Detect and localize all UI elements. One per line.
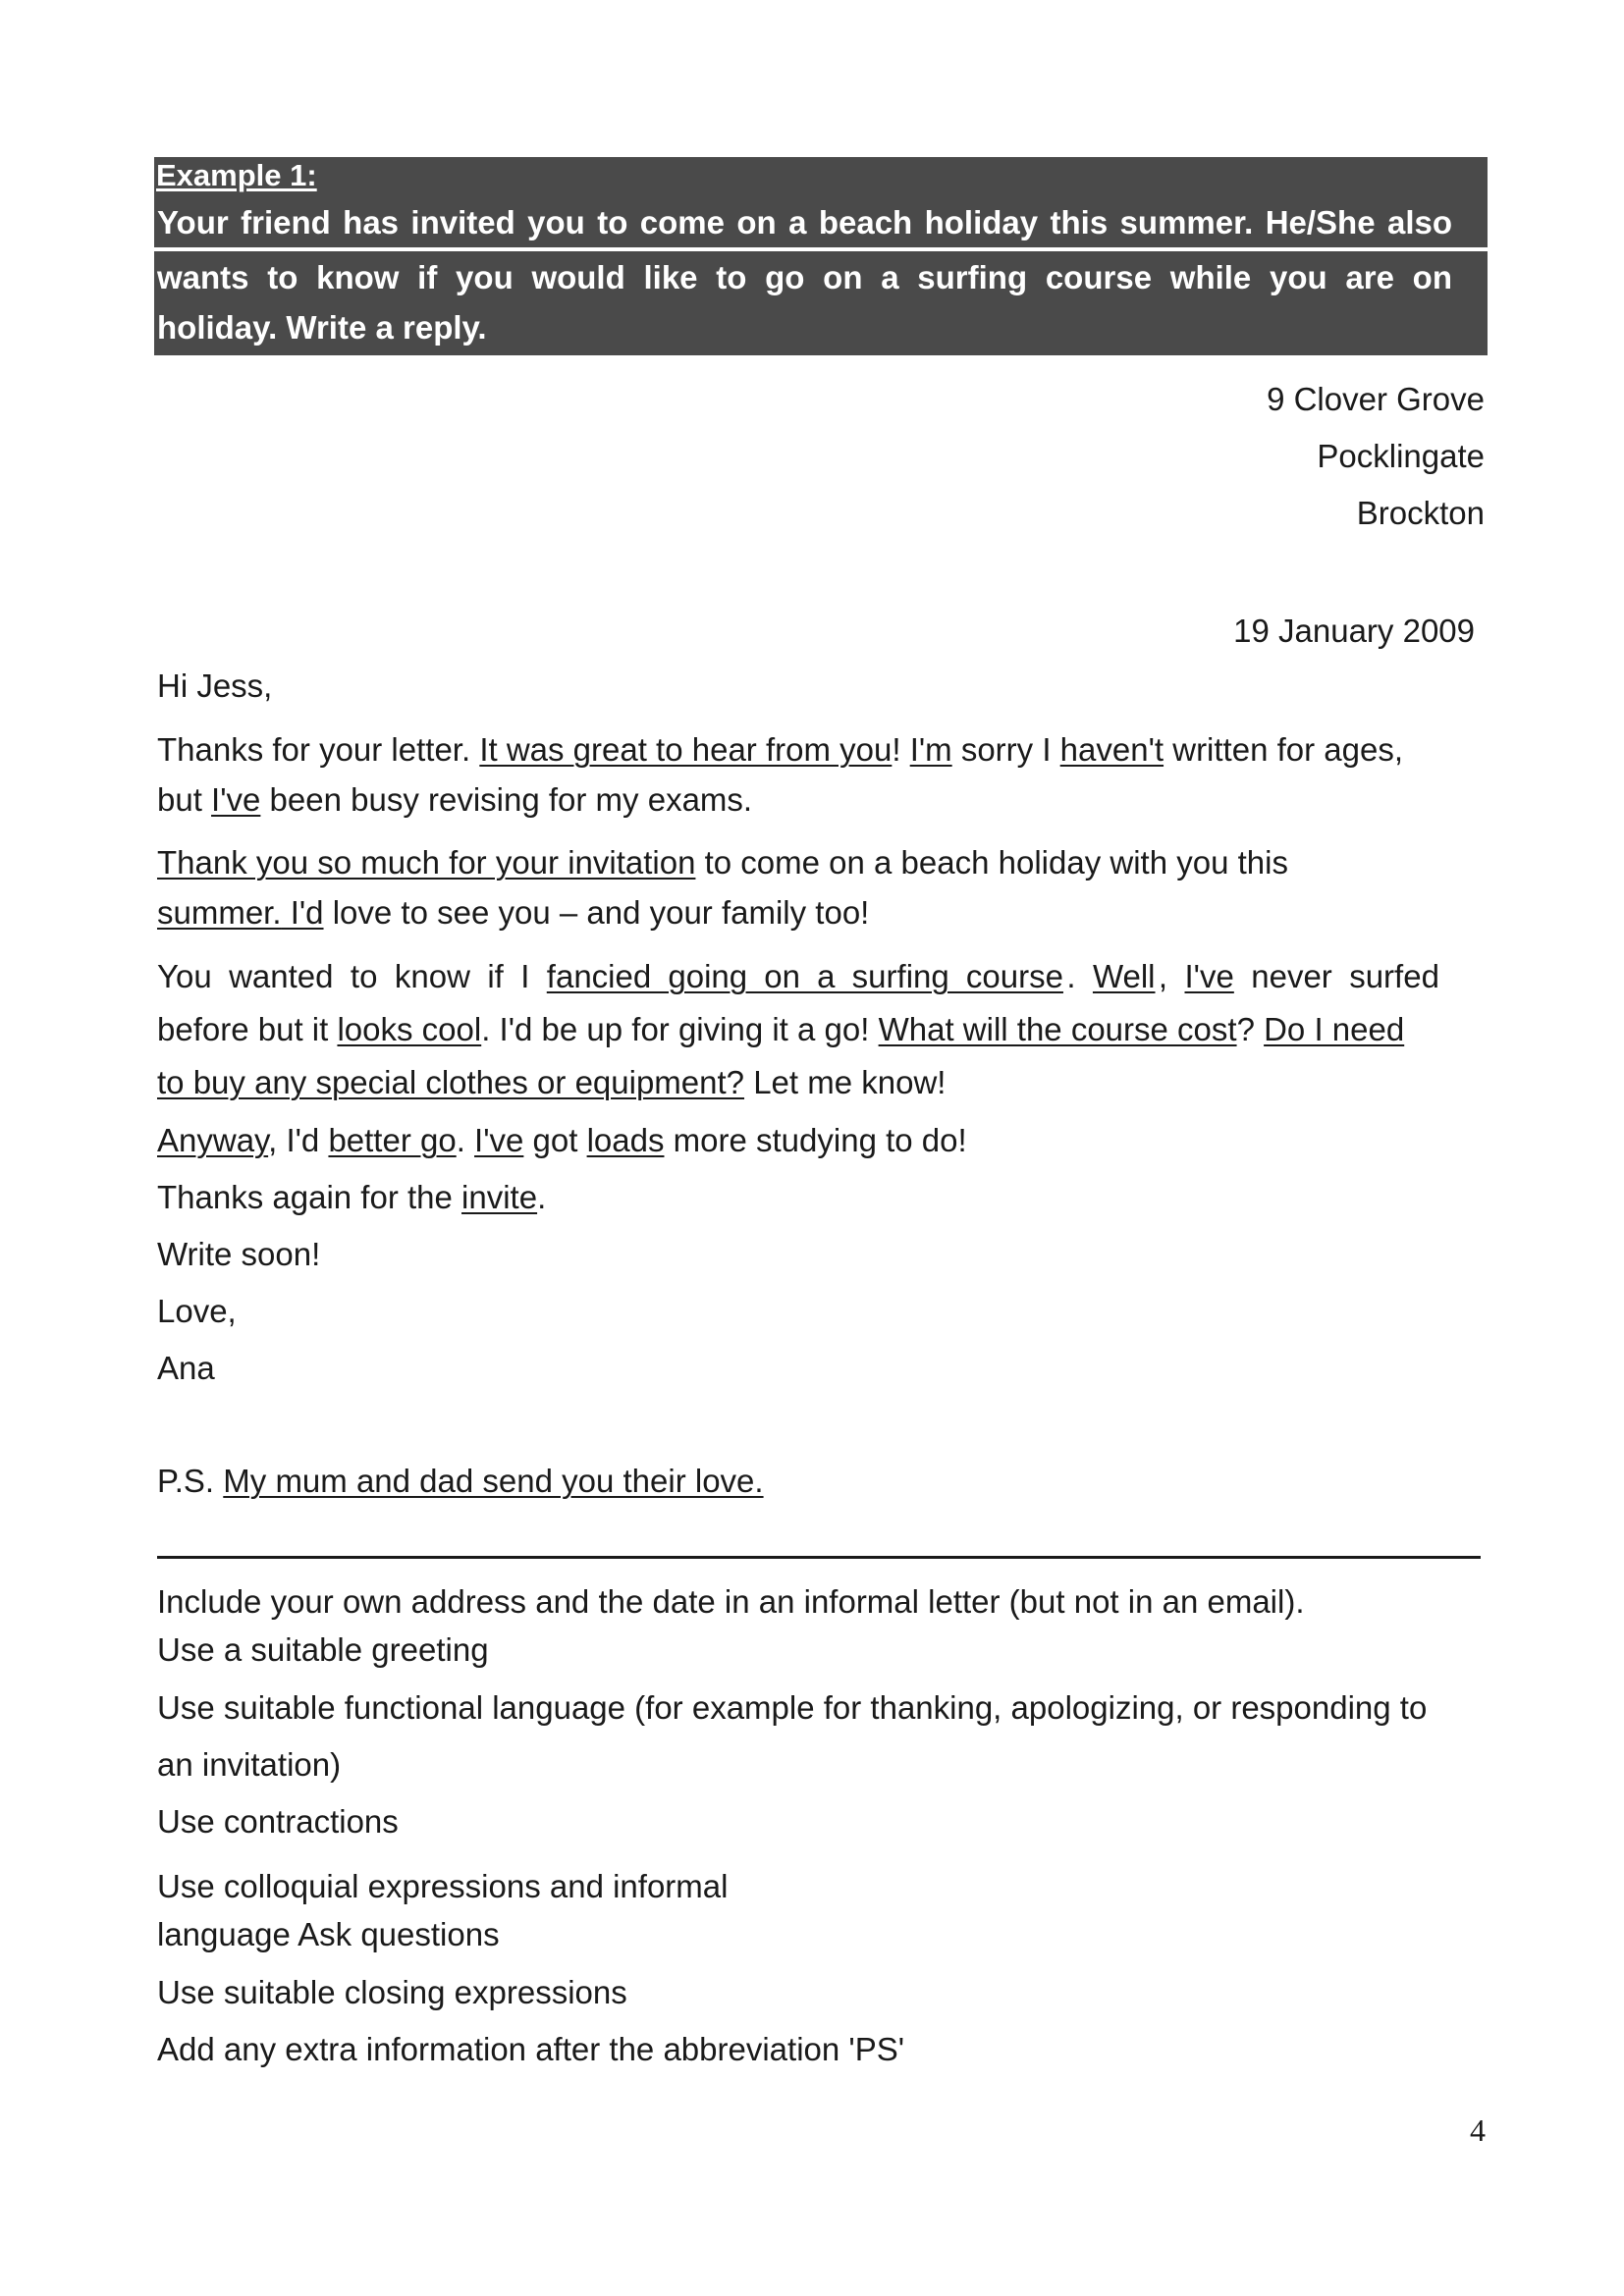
task-line: Your friend has invited you to come on a beach holiday this summer. He/She also [154, 193, 1488, 247]
task-line: wants to know if you would like to go on a surfing course while you are on [154, 249, 1488, 303]
paragraph-3-line-2: before but it looks cool. I'd be up for giving it a go! What will the course cost? Do I need [157, 1011, 1405, 1047]
greeting: Hi Jess, [157, 667, 273, 704]
paragraph-1-line-1: Thanks for your letter. It was great to hear from you! I'm sorry I haven't written for ages, [157, 731, 1404, 768]
tip-item: language Ask questions [157, 1916, 500, 1952]
tip-item: Use contractions [157, 1803, 399, 1840]
tip-item: an invitation) [157, 1746, 342, 1783]
postscript: P.S. My mum and dad send you their love. [157, 1463, 764, 1499]
closing-line: Love, [157, 1293, 237, 1329]
divider [157, 1556, 1481, 1559]
tip-item: Use suitable functional language (for example for thanking, apologizing, or responding to [157, 1689, 1428, 1726]
address-line: Brockton [1356, 495, 1485, 531]
task-heading-text: Example 1: [156, 158, 317, 192]
tip-item: Use a suitable greeting [157, 1631, 489, 1668]
page-number: 4 [1470, 2112, 1486, 2148]
paragraph-2-line-2: summer. I'd love to see you – and your family too! [157, 894, 870, 931]
address-line: 9 Clover Grove [1267, 381, 1485, 417]
paragraph-5: Thanks again for the invite. [157, 1179, 547, 1215]
task-line: holiday. Write a reply. [154, 303, 1488, 355]
tip-item: Add any extra information after the abbreviation 'PS' [157, 2031, 905, 2067]
letter-date: 19 January 2009 [1233, 613, 1475, 649]
address-line: Pocklingate [1317, 438, 1485, 474]
task-heading [154, 157, 1488, 193]
closing-line: Write soon! [157, 1236, 321, 1272]
signature: Ana [157, 1350, 215, 1386]
paragraph-3-line-3: to buy any special clothes or equipment? Let me know! [157, 1064, 947, 1100]
paragraph-2-line-1: Thank you so much for your invitation to come on a beach holiday with you this [157, 844, 1288, 881]
paragraph-3-line-1: You wanted to know if I fancied going on a surfing course . Well , I've never surfed [157, 958, 1439, 994]
paragraph-4: Anyway, I'd better go. I've got loads more studying to do! [157, 1122, 967, 1158]
tip-item: Include your own address and the date in an informal letter (but not in an email). [157, 1583, 1305, 1620]
task-box [154, 157, 1488, 355]
paragraph-1-line-2: but I've been busy revising for my exams. [157, 781, 753, 818]
tip-item: Use colloquial expressions and informal [157, 1868, 729, 1904]
tip-item: Use suitable closing expressions [157, 1974, 627, 2010]
